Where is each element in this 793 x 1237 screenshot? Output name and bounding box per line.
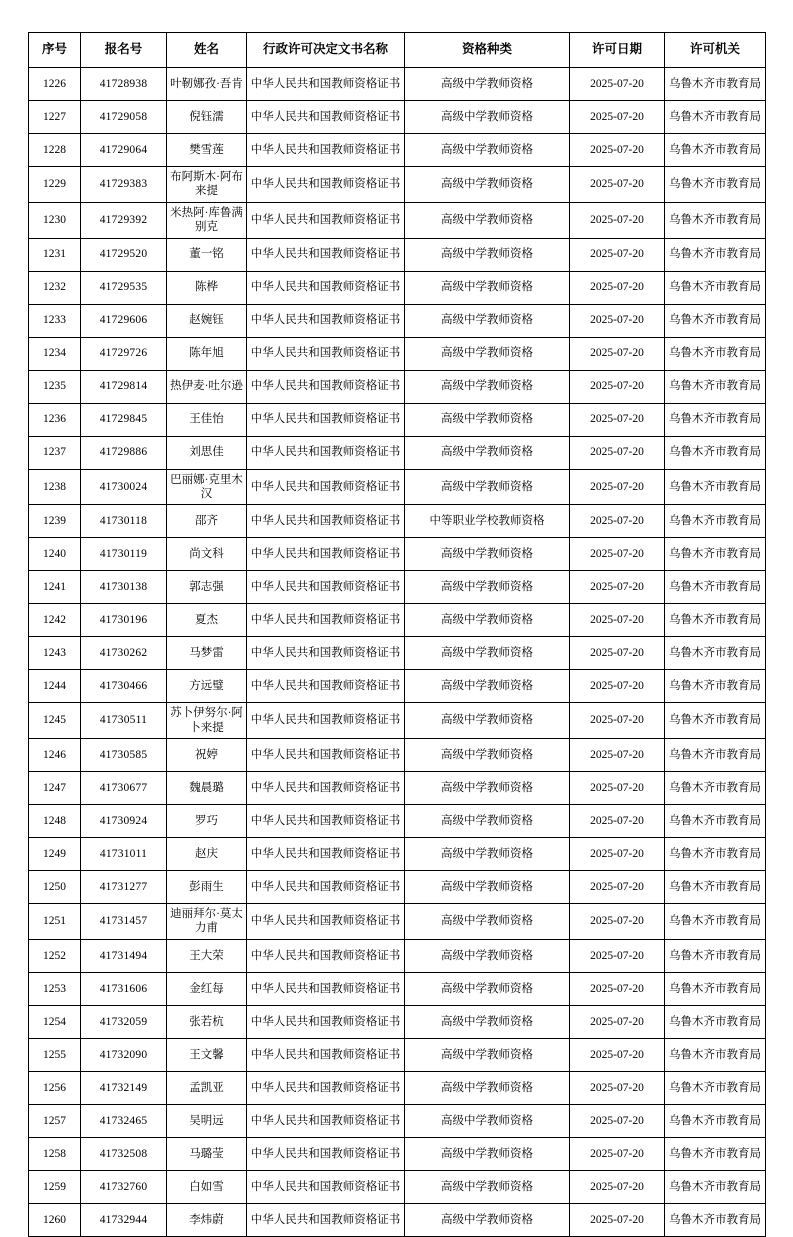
cell-document-name: 中华人民共和国教师资格证书 <box>247 904 405 940</box>
cell-qualification-type: 高级中学教师资格 <box>405 571 570 604</box>
cell-name: 布阿斯木·阿布来提 <box>167 167 247 203</box>
cell-sequence: 1231 <box>29 238 81 271</box>
cell-registration-number: 41730138 <box>81 571 167 604</box>
cell-license-date: 2025-07-20 <box>570 1170 665 1203</box>
cell-document-name: 中华人民共和国教师资格证书 <box>247 805 405 838</box>
column-header-registration-number: 报名号 <box>81 33 167 68</box>
cell-qualification-type: 高级中学教师资格 <box>405 637 570 670</box>
cell-registration-number: 41732944 <box>81 1203 167 1236</box>
column-header-licensing-authority: 许可机关 <box>665 33 766 68</box>
cell-licensing-authority: 乌鲁木齐市教育局 <box>665 1005 766 1038</box>
cell-licensing-authority: 乌鲁木齐市教育局 <box>665 1137 766 1170</box>
cell-license-date: 2025-07-20 <box>570 1038 665 1071</box>
cell-licensing-authority: 乌鲁木齐市教育局 <box>665 939 766 972</box>
table-body <box>29 68 766 1237</box>
cell-document-name: 中华人民共和国教师资格证书 <box>247 838 405 871</box>
table-row <box>29 972 766 1005</box>
cell-sequence: 1252 <box>29 939 81 972</box>
cell-qualification-type: 高级中学教师资格 <box>405 403 570 436</box>
cell-name: 赵婉钰 <box>167 304 247 337</box>
cell-license-date: 2025-07-20 <box>570 134 665 167</box>
cell-document-name: 中华人民共和国教师资格证书 <box>247 1170 405 1203</box>
cell-license-date: 2025-07-20 <box>570 469 665 505</box>
cell-licensing-authority: 乌鲁木齐市教育局 <box>665 972 766 1005</box>
cell-licensing-authority: 乌鲁木齐市教育局 <box>665 739 766 772</box>
cell-qualification-type: 高级中学教师资格 <box>405 772 570 805</box>
table-row <box>29 436 766 469</box>
cell-sequence: 1251 <box>29 904 81 940</box>
cell-licensing-authority: 乌鲁木齐市教育局 <box>665 101 766 134</box>
cell-sequence: 1233 <box>29 304 81 337</box>
cell-document-name: 中华人民共和国教师资格证书 <box>247 68 405 101</box>
cell-sequence: 1226 <box>29 68 81 101</box>
table-row <box>29 167 766 203</box>
cell-sequence: 1244 <box>29 670 81 703</box>
cell-license-date: 2025-07-20 <box>570 805 665 838</box>
cell-sequence: 1254 <box>29 1005 81 1038</box>
cell-sequence: 1253 <box>29 972 81 1005</box>
cell-licensing-authority: 乌鲁木齐市教育局 <box>665 904 766 940</box>
cell-registration-number: 41732149 <box>81 1071 167 1104</box>
cell-name: 陈桦 <box>167 271 247 304</box>
cell-registration-number: 41730262 <box>81 637 167 670</box>
cell-license-date: 2025-07-20 <box>570 670 665 703</box>
cell-sequence: 1248 <box>29 805 81 838</box>
cell-license-date: 2025-07-20 <box>570 337 665 370</box>
table-row <box>29 1203 766 1236</box>
column-header-name: 姓名 <box>167 33 247 68</box>
cell-license-date: 2025-07-20 <box>570 939 665 972</box>
cell-licensing-authority: 乌鲁木齐市教育局 <box>665 1038 766 1071</box>
cell-license-date: 2025-07-20 <box>570 403 665 436</box>
cell-qualification-type: 高级中学教师资格 <box>405 337 570 370</box>
table-row <box>29 772 766 805</box>
cell-license-date: 2025-07-20 <box>570 1203 665 1236</box>
cell-licensing-authority: 乌鲁木齐市教育局 <box>665 871 766 904</box>
cell-licensing-authority: 乌鲁木齐市教育局 <box>665 436 766 469</box>
cell-sequence: 1234 <box>29 337 81 370</box>
cell-sequence: 1239 <box>29 505 81 538</box>
cell-name: 魏晨璐 <box>167 772 247 805</box>
table-row <box>29 1137 766 1170</box>
cell-licensing-authority: 乌鲁木齐市教育局 <box>665 1170 766 1203</box>
cell-qualification-type: 高级中学教师资格 <box>405 370 570 403</box>
cell-registration-number: 41729606 <box>81 304 167 337</box>
cell-registration-number: 41730466 <box>81 670 167 703</box>
table-header-row <box>29 33 766 68</box>
cell-document-name: 中华人民共和国教师资格证书 <box>247 436 405 469</box>
cell-qualification-type: 高级中学教师资格 <box>405 739 570 772</box>
cell-document-name: 中华人民共和国教师资格证书 <box>247 469 405 505</box>
cell-licensing-authority: 乌鲁木齐市教育局 <box>665 571 766 604</box>
table-row <box>29 739 766 772</box>
cell-licensing-authority: 乌鲁木齐市教育局 <box>665 1104 766 1137</box>
cell-sequence: 1229 <box>29 167 81 203</box>
cell-registration-number: 41729814 <box>81 370 167 403</box>
cell-name: 李炜蔚 <box>167 1203 247 1236</box>
cell-licensing-authority: 乌鲁木齐市教育局 <box>665 805 766 838</box>
cell-name: 夏杰 <box>167 604 247 637</box>
cell-license-date: 2025-07-20 <box>570 739 665 772</box>
cell-name: 白如雪 <box>167 1170 247 1203</box>
cell-registration-number: 41730585 <box>81 739 167 772</box>
cell-licensing-authority: 乌鲁木齐市教育局 <box>665 1071 766 1104</box>
cell-sequence: 1227 <box>29 101 81 134</box>
cell-registration-number: 41731494 <box>81 939 167 972</box>
cell-document-name: 中华人民共和国教师资格证书 <box>247 670 405 703</box>
table-row <box>29 703 766 739</box>
table-row <box>29 403 766 436</box>
cell-document-name: 中华人民共和国教师资格证书 <box>247 1071 405 1104</box>
cell-registration-number: 41730924 <box>81 805 167 838</box>
cell-qualification-type: 高级中学教师资格 <box>405 703 570 739</box>
cell-qualification-type: 高级中学教师资格 <box>405 271 570 304</box>
cell-qualification-type: 高级中学教师资格 <box>405 805 570 838</box>
cell-license-date: 2025-07-20 <box>570 871 665 904</box>
column-header-document-name: 行政许可决定文书名称 <box>247 33 405 68</box>
cell-qualification-type: 高级中学教师资格 <box>405 202 570 238</box>
cell-qualification-type: 高级中学教师资格 <box>405 1005 570 1038</box>
cell-sequence: 1258 <box>29 1137 81 1170</box>
cell-license-date: 2025-07-20 <box>570 271 665 304</box>
cell-licensing-authority: 乌鲁木齐市教育局 <box>665 304 766 337</box>
cell-name: 刘思佳 <box>167 436 247 469</box>
cell-sequence: 1250 <box>29 871 81 904</box>
cell-sequence: 1243 <box>29 637 81 670</box>
cell-qualification-type: 高级中学教师资格 <box>405 167 570 203</box>
cell-registration-number: 41731606 <box>81 972 167 1005</box>
cell-license-date: 2025-07-20 <box>570 68 665 101</box>
column-header-qualification-type: 资格种类 <box>405 33 570 68</box>
cell-license-date: 2025-07-20 <box>570 370 665 403</box>
cell-registration-number: 41729064 <box>81 134 167 167</box>
cell-sequence: 1257 <box>29 1104 81 1137</box>
cell-document-name: 中华人民共和国教师资格证书 <box>247 604 405 637</box>
cell-document-name: 中华人民共和国教师资格证书 <box>247 505 405 538</box>
table-row <box>29 469 766 505</box>
cell-qualification-type: 高级中学教师资格 <box>405 68 570 101</box>
cell-name: 巴丽娜·克里木汉 <box>167 469 247 505</box>
cell-qualification-type: 高级中学教师资格 <box>405 1137 570 1170</box>
cell-licensing-authority: 乌鲁木齐市教育局 <box>665 637 766 670</box>
cell-licensing-authority: 乌鲁木齐市教育局 <box>665 538 766 571</box>
cell-license-date: 2025-07-20 <box>570 1137 665 1170</box>
cell-licensing-authority: 乌鲁木齐市教育局 <box>665 772 766 805</box>
cell-document-name: 中华人民共和国教师资格证书 <box>247 1038 405 1071</box>
cell-name: 郭志强 <box>167 571 247 604</box>
cell-document-name: 中华人民共和国教师资格证书 <box>247 134 405 167</box>
cell-qualification-type: 高级中学教师资格 <box>405 538 570 571</box>
table-row <box>29 904 766 940</box>
cell-name: 尚文科 <box>167 538 247 571</box>
cell-registration-number: 41729886 <box>81 436 167 469</box>
cell-licensing-authority: 乌鲁木齐市教育局 <box>665 202 766 238</box>
cell-qualification-type: 高级中学教师资格 <box>405 838 570 871</box>
cell-license-date: 2025-07-20 <box>570 538 665 571</box>
cell-license-date: 2025-07-20 <box>570 772 665 805</box>
cell-qualification-type: 高级中学教师资格 <box>405 871 570 904</box>
table-row <box>29 939 766 972</box>
cell-qualification-type: 高级中学教师资格 <box>405 134 570 167</box>
cell-qualification-type: 高级中学教师资格 <box>405 436 570 469</box>
cell-name: 马璐莹 <box>167 1137 247 1170</box>
cell-name: 樊雪莲 <box>167 134 247 167</box>
cell-qualification-type: 高级中学教师资格 <box>405 1170 570 1203</box>
cell-registration-number: 41730119 <box>81 538 167 571</box>
cell-registration-number: 41730196 <box>81 604 167 637</box>
cell-license-date: 2025-07-20 <box>570 167 665 203</box>
cell-license-date: 2025-07-20 <box>570 1005 665 1038</box>
cell-licensing-authority: 乌鲁木齐市教育局 <box>665 134 766 167</box>
cell-sequence: 1228 <box>29 134 81 167</box>
cell-registration-number: 41729726 <box>81 337 167 370</box>
table-row <box>29 571 766 604</box>
cell-license-date: 2025-07-20 <box>570 505 665 538</box>
cell-sequence: 1247 <box>29 772 81 805</box>
cell-registration-number: 41728938 <box>81 68 167 101</box>
cell-document-name: 中华人民共和国教师资格证书 <box>247 571 405 604</box>
cell-name: 祝婷 <box>167 739 247 772</box>
cell-license-date: 2025-07-20 <box>570 1104 665 1137</box>
cell-license-date: 2025-07-20 <box>570 637 665 670</box>
cell-qualification-type: 高级中学教师资格 <box>405 1203 570 1236</box>
cell-qualification-type: 高级中学教师资格 <box>405 238 570 271</box>
table-row <box>29 1071 766 1104</box>
cell-sequence: 1232 <box>29 271 81 304</box>
cell-licensing-authority: 乌鲁木齐市教育局 <box>665 337 766 370</box>
cell-registration-number: 41730511 <box>81 703 167 739</box>
table-header <box>29 33 766 68</box>
cell-qualification-type: 高级中学教师资格 <box>405 304 570 337</box>
cell-qualification-type: 高级中学教师资格 <box>405 469 570 505</box>
cell-license-date: 2025-07-20 <box>570 904 665 940</box>
cell-license-date: 2025-07-20 <box>570 571 665 604</box>
table-row <box>29 304 766 337</box>
cell-qualification-type: 高级中学教师资格 <box>405 101 570 134</box>
cell-registration-number: 41731277 <box>81 871 167 904</box>
cell-registration-number: 41732059 <box>81 1005 167 1038</box>
table-row <box>29 538 766 571</box>
cell-registration-number: 41732465 <box>81 1104 167 1137</box>
cell-registration-number: 41729383 <box>81 167 167 203</box>
cell-document-name: 中华人民共和国教师资格证书 <box>247 538 405 571</box>
cell-sequence: 1235 <box>29 370 81 403</box>
cell-registration-number: 41731011 <box>81 838 167 871</box>
cell-sequence: 1240 <box>29 538 81 571</box>
cell-name: 苏卜伊努尔·阿卜来提 <box>167 703 247 739</box>
column-header-sequence: 序号 <box>29 33 81 68</box>
cell-document-name: 中华人民共和国教师资格证书 <box>247 871 405 904</box>
cell-qualification-type: 高级中学教师资格 <box>405 604 570 637</box>
cell-name: 吴明远 <box>167 1104 247 1137</box>
table-row <box>29 1038 766 1071</box>
cell-document-name: 中华人民共和国教师资格证书 <box>247 337 405 370</box>
table-row <box>29 871 766 904</box>
cell-registration-number: 41732508 <box>81 1137 167 1170</box>
cell-registration-number: 41729535 <box>81 271 167 304</box>
cell-sequence: 1255 <box>29 1038 81 1071</box>
cell-sequence: 1230 <box>29 202 81 238</box>
cell-document-name: 中华人民共和国教师资格证书 <box>247 1005 405 1038</box>
cell-sequence: 1237 <box>29 436 81 469</box>
cell-name: 董一铭 <box>167 238 247 271</box>
cell-document-name: 中华人民共和国教师资格证书 <box>247 304 405 337</box>
cell-licensing-authority: 乌鲁木齐市教育局 <box>665 271 766 304</box>
cell-name: 王佳怡 <box>167 403 247 436</box>
cell-licensing-authority: 乌鲁木齐市教育局 <box>665 670 766 703</box>
cell-licensing-authority: 乌鲁木齐市教育局 <box>665 370 766 403</box>
cell-licensing-authority: 乌鲁木齐市教育局 <box>665 238 766 271</box>
cell-registration-number: 41730118 <box>81 505 167 538</box>
table-row <box>29 637 766 670</box>
cell-name: 王大荣 <box>167 939 247 972</box>
table-row <box>29 505 766 538</box>
cell-sequence: 1236 <box>29 403 81 436</box>
cell-name: 赵庆 <box>167 838 247 871</box>
cell-name: 米热阿·库鲁满别克 <box>167 202 247 238</box>
cell-name: 叶靭娜孜·吾肯 <box>167 68 247 101</box>
cell-license-date: 2025-07-20 <box>570 1071 665 1104</box>
cell-licensing-authority: 乌鲁木齐市教育局 <box>665 838 766 871</box>
cell-sequence: 1238 <box>29 469 81 505</box>
cell-name: 陈年旭 <box>167 337 247 370</box>
cell-qualification-type: 高级中学教师资格 <box>405 670 570 703</box>
table-row <box>29 1170 766 1203</box>
column-header-license-date: 许可日期 <box>570 33 665 68</box>
cell-document-name: 中华人民共和国教师资格证书 <box>247 271 405 304</box>
cell-document-name: 中华人民共和国教师资格证书 <box>247 202 405 238</box>
cell-licensing-authority: 乌鲁木齐市教育局 <box>665 167 766 203</box>
table-row <box>29 271 766 304</box>
cell-sequence: 1241 <box>29 571 81 604</box>
table-row <box>29 805 766 838</box>
cell-registration-number: 41729058 <box>81 101 167 134</box>
table-row <box>29 202 766 238</box>
cell-document-name: 中华人民共和国教师资格证书 <box>247 101 405 134</box>
cell-name: 彭雨生 <box>167 871 247 904</box>
cell-registration-number: 41729520 <box>81 238 167 271</box>
cell-document-name: 中华人民共和国教师资格证书 <box>247 1203 405 1236</box>
cell-license-date: 2025-07-20 <box>570 838 665 871</box>
cell-document-name: 中华人民共和国教师资格证书 <box>247 1104 405 1137</box>
cell-document-name: 中华人民共和国教师资格证书 <box>247 1137 405 1170</box>
cell-license-date: 2025-07-20 <box>570 238 665 271</box>
cell-sequence: 1246 <box>29 739 81 772</box>
cell-registration-number: 41732090 <box>81 1038 167 1071</box>
cell-name: 倪钰濡 <box>167 101 247 134</box>
table-row <box>29 670 766 703</box>
cell-name: 罗巧 <box>167 805 247 838</box>
cell-qualification-type: 中等职业学校教师资格 <box>405 505 570 538</box>
table-row <box>29 838 766 871</box>
cell-license-date: 2025-07-20 <box>570 972 665 1005</box>
cell-registration-number: 41729392 <box>81 202 167 238</box>
cell-licensing-authority: 乌鲁木齐市教育局 <box>665 68 766 101</box>
cell-licensing-authority: 乌鲁木齐市教育局 <box>665 1203 766 1236</box>
table-row <box>29 134 766 167</box>
teacher-certificate-table <box>28 32 766 1237</box>
cell-license-date: 2025-07-20 <box>570 101 665 134</box>
table-row <box>29 1005 766 1038</box>
cell-document-name: 中华人民共和国教师资格证书 <box>247 703 405 739</box>
cell-licensing-authority: 乌鲁木齐市教育局 <box>665 703 766 739</box>
cell-license-date: 2025-07-20 <box>570 703 665 739</box>
table-row <box>29 101 766 134</box>
table-row <box>29 1104 766 1137</box>
table-row <box>29 604 766 637</box>
cell-document-name: 中华人民共和国教师资格证书 <box>247 403 405 436</box>
cell-qualification-type: 高级中学教师资格 <box>405 904 570 940</box>
cell-sequence: 1242 <box>29 604 81 637</box>
cell-name: 方远璧 <box>167 670 247 703</box>
cell-registration-number: 41731457 <box>81 904 167 940</box>
cell-licensing-authority: 乌鲁木齐市教育局 <box>665 505 766 538</box>
cell-license-date: 2025-07-20 <box>570 304 665 337</box>
cell-licensing-authority: 乌鲁木齐市教育局 <box>665 403 766 436</box>
cell-name: 王文馨 <box>167 1038 247 1071</box>
table-row <box>29 337 766 370</box>
cell-document-name: 中华人民共和国教师资格证书 <box>247 939 405 972</box>
cell-license-date: 2025-07-20 <box>570 202 665 238</box>
cell-name: 张若杭 <box>167 1005 247 1038</box>
cell-registration-number: 41730024 <box>81 469 167 505</box>
cell-document-name: 中华人民共和国教师资格证书 <box>247 167 405 203</box>
table-row <box>29 68 766 101</box>
cell-name: 热伊麦·吐尔逊 <box>167 370 247 403</box>
table-row <box>29 238 766 271</box>
cell-document-name: 中华人民共和国教师资格证书 <box>247 772 405 805</box>
cell-license-date: 2025-07-20 <box>570 604 665 637</box>
cell-document-name: 中华人民共和国教师资格证书 <box>247 637 405 670</box>
cell-sequence: 1256 <box>29 1071 81 1104</box>
cell-qualification-type: 高级中学教师资格 <box>405 1038 570 1071</box>
cell-licensing-authority: 乌鲁木齐市教育局 <box>665 469 766 505</box>
cell-document-name: 中华人民共和国教师资格证书 <box>247 238 405 271</box>
cell-qualification-type: 高级中学教师资格 <box>405 972 570 1005</box>
cell-qualification-type: 高级中学教师资格 <box>405 939 570 972</box>
cell-sequence: 1245 <box>29 703 81 739</box>
cell-name: 迪丽拜尔·莫太力甫 <box>167 904 247 940</box>
cell-document-name: 中华人民共和国教师资格证书 <box>247 972 405 1005</box>
cell-registration-number: 41730677 <box>81 772 167 805</box>
cell-registration-number: 41732760 <box>81 1170 167 1203</box>
cell-sequence: 1259 <box>29 1170 81 1203</box>
cell-qualification-type: 高级中学教师资格 <box>405 1104 570 1137</box>
table-row <box>29 370 766 403</box>
cell-registration-number: 41729845 <box>81 403 167 436</box>
cell-document-name: 中华人民共和国教师资格证书 <box>247 370 405 403</box>
cell-sequence: 1260 <box>29 1203 81 1236</box>
cell-name: 邵齐 <box>167 505 247 538</box>
cell-document-name: 中华人民共和国教师资格证书 <box>247 739 405 772</box>
cell-licensing-authority: 乌鲁木齐市教育局 <box>665 604 766 637</box>
cell-name: 马梦雷 <box>167 637 247 670</box>
cell-name: 孟凯亚 <box>167 1071 247 1104</box>
cell-sequence: 1249 <box>29 838 81 871</box>
cell-license-date: 2025-07-20 <box>570 436 665 469</box>
cell-name: 金红每 <box>167 972 247 1005</box>
cell-qualification-type: 高级中学教师资格 <box>405 1071 570 1104</box>
